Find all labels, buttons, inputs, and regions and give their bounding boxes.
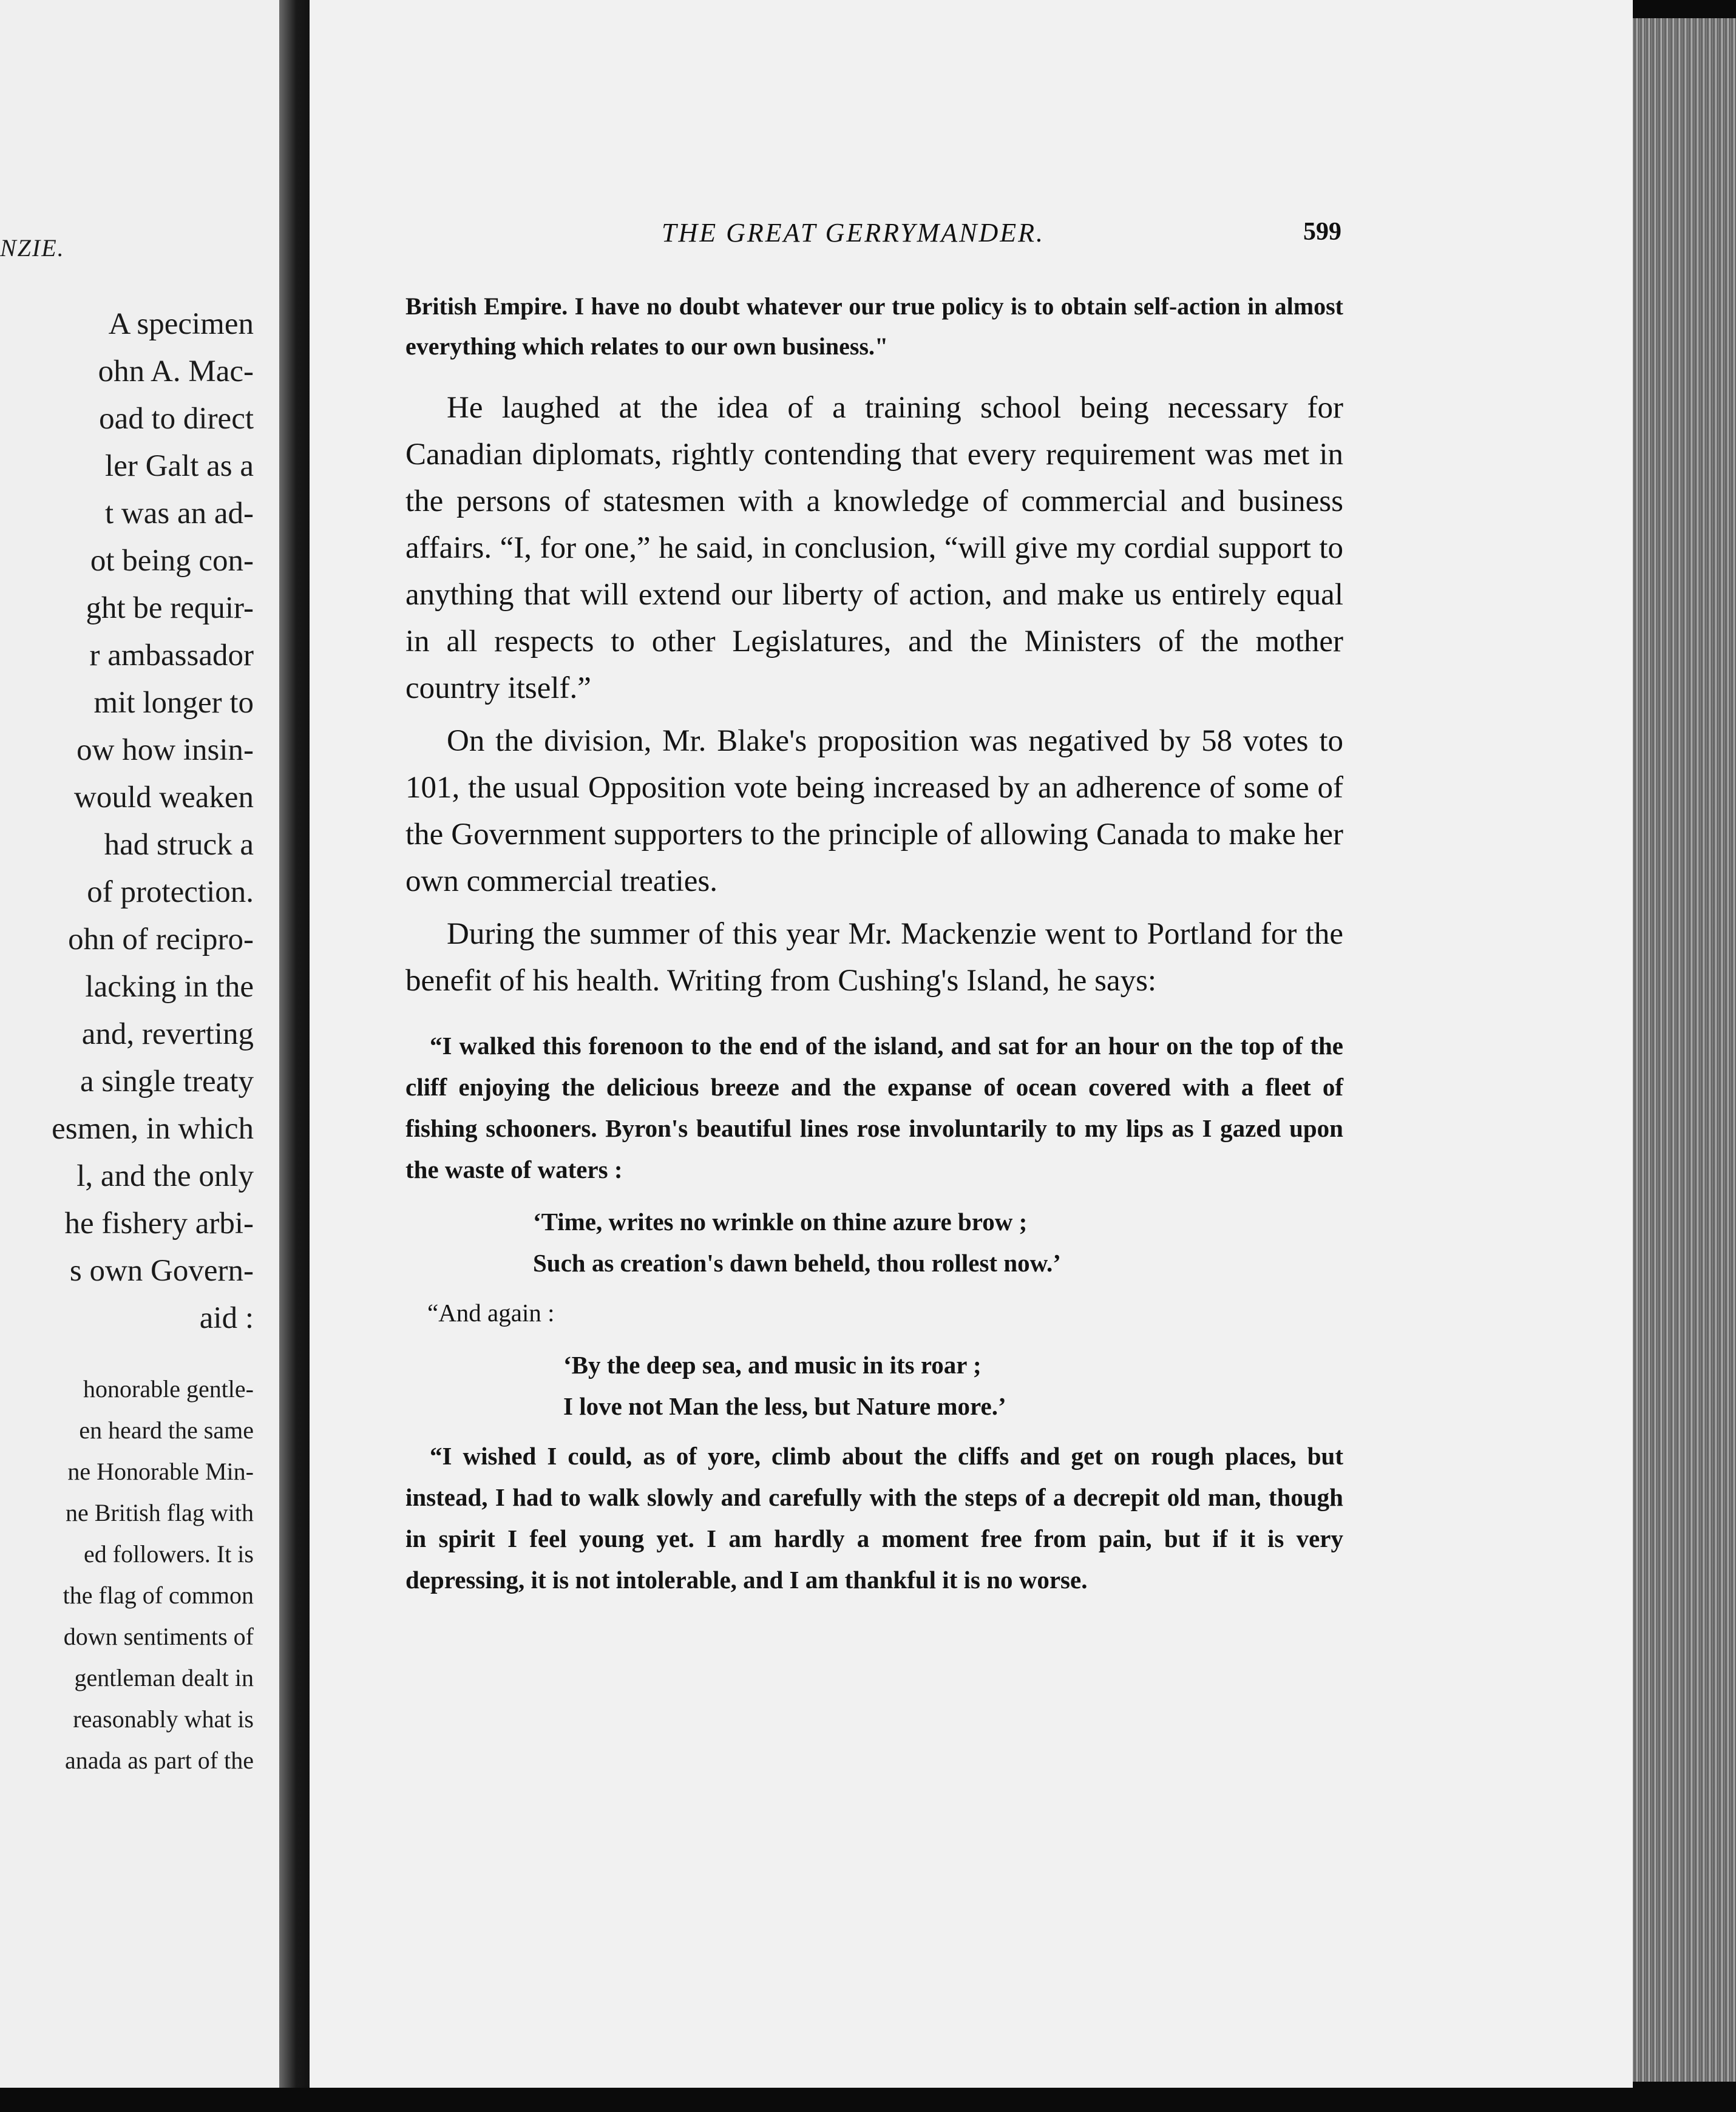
left-line: oad to direct (99, 402, 254, 436)
left-small-line: reasonably what is (73, 1705, 254, 1733)
and-again-line: “And again : (427, 1299, 555, 1327)
left-line: of protection. (87, 875, 254, 909)
page-header (358, 217, 1341, 254)
left-line: l, and the only (76, 1159, 254, 1193)
left-gap (0, 1342, 254, 1369)
verse-line: Such as creation's dawn beheld, thou rollest now.’ (533, 1249, 1061, 1277)
left-line: mit longer to (93, 686, 254, 720)
verse-block-2 (405, 1344, 1343, 1427)
page-edges (1633, 18, 1736, 2082)
left-line: aid : (199, 1301, 254, 1335)
verse-block-1 (405, 1201, 1343, 1284)
page-number: 599 (1303, 218, 1341, 246)
left-line: ohn A. Mac- (98, 354, 254, 388)
left-line: ow how insin- (76, 733, 254, 767)
left-line: r ambassador (89, 638, 254, 672)
left-small-line: the flag of common (63, 1582, 254, 1609)
left-line: he fishery arbi- (64, 1207, 254, 1240)
left-small-line: down sentiments of (63, 1623, 254, 1650)
left-small-line: en heard the same (79, 1416, 254, 1444)
paragraph: During the summer of this year Mr. Mackenzie went to Portland for the benefit of his health. Writing from Cushing's Island, he says: (405, 917, 1343, 998)
left-line: a single treaty (80, 1064, 254, 1098)
left-line: ght be requir- (86, 591, 254, 625)
left-line: esmen, in which (52, 1112, 254, 1146)
verse-line: ‘By the deep sea, and music in its roar ; (563, 1351, 982, 1379)
letter-part-2: “I wished I could, as of yore, climb about the cliffs and get on rough places, but instead, I had to walk slowly and carefully with the steps of a decrepit old man, though in spirit I feel young yet. I am hardly a moment free from pain, but if it is very depressing, it is not intolerable, and I am thankful it is no worse. (405, 1442, 1343, 1594)
letter-excerpt (405, 1025, 1343, 1190)
running-title: THE GREAT GERRYMANDER. (662, 218, 1045, 248)
left-line: had struck a (104, 828, 254, 862)
left-page-text (0, 300, 254, 1781)
left-small-line: ne British flag with (66, 1499, 254, 1526)
left-small-line: anada as part of the (65, 1747, 254, 1774)
verse-line: I love not Man the less, but Nature more.’ (563, 1392, 1006, 1420)
page-body (405, 286, 1343, 1600)
paragraph: He laughed at the idea of a training school being necessary for Canadian diplomats, rightly contending that every requirement was met in the persons of statesmen with a knowledge of commercial and business affairs. “I, for one,” he said, in conclusion, “will give my cordial support to anything that will extend our liberty of action, and make us entirely equal in all respects to other Legislatures, and the Ministers of the mother country itself.” (405, 391, 1343, 705)
left-line: lacking in the (85, 970, 254, 1004)
verse-line: ‘Time, writes no wrinkle on thine azure brow ; (533, 1208, 1028, 1236)
opening-quote: British Empire. I have no doubt whatever our true policy is to obtain self-action in almost everything which relates to our own business." (405, 293, 1343, 360)
left-line: ohn of recipro- (68, 922, 254, 956)
left-running-title: NZIE. (0, 234, 65, 262)
left-small-line: honorable gentle- (83, 1375, 254, 1403)
left-line: and, reverting (81, 1017, 254, 1051)
left-small-line: ne Honorable Min- (67, 1458, 254, 1485)
left-line: ot being con- (90, 544, 254, 578)
letter-part-1: “I walked this forenoon to the end of the island, and sat for an hour on the top of the cliff enjoying the delicious breeze and the expanse of ocean covered with a fleet of fishing schooners. Byron's beautiful lines rose involuntarily to my lips as I gazed upon the waste of waters : (405, 1032, 1343, 1183)
left-line: t was an ad- (105, 496, 254, 530)
left-line: ler Galt as a (105, 449, 254, 483)
left-line: A specimen (108, 307, 254, 341)
left-line: would weaken (74, 780, 254, 814)
left-small-line: gentleman dealt in (74, 1664, 254, 1691)
left-line: s own Govern- (69, 1254, 254, 1288)
left-facing-page (0, 0, 290, 2088)
paragraph: On the division, Mr. Blake's proposition was negatived by 58 votes to 101, the usual Opposition vote being increased by an adherence of some of the Government supporters to the principle of allowing Canada to make her own commercial treaties. (405, 724, 1343, 898)
left-small-line: ed followers. It is (84, 1540, 254, 1568)
